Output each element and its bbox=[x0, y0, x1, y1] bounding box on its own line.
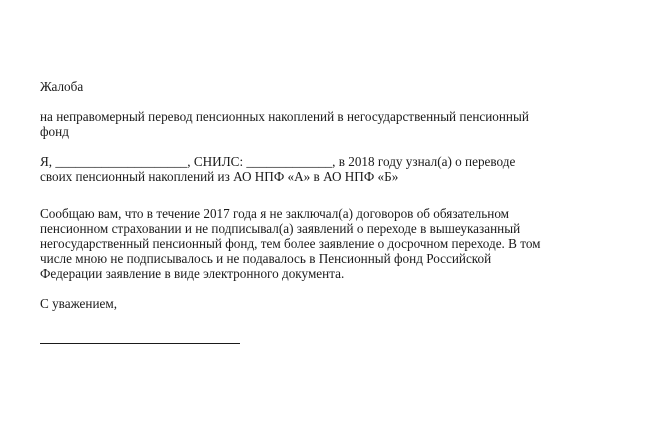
body-line-5: Федерации заявление в виде электронного документа. bbox=[40, 266, 345, 281]
signature-line bbox=[40, 343, 240, 344]
body-line-3: негосударственный пенсионный фонд, тем более заявление о досрочном переходе. В том bbox=[40, 236, 541, 251]
intro-line-1: Я, ____________________, СНИЛС: _____________, в 2018 году узнал(а) о переводе bbox=[40, 154, 516, 169]
intro-line-2: своих пенсионный накоплений из АО НПФ «А» в АО НПФ «Б» bbox=[40, 169, 399, 184]
subject-line-1: на неправомерный перевод пенсионных накоплений в негосударственный пенсионный bbox=[40, 109, 529, 124]
body-line-1: Сообщаю вам, что в течение 2017 года я не заключал(а) договоров об обязательном bbox=[40, 206, 510, 221]
document-title: Жалоба bbox=[40, 79, 84, 94]
body-line-2: пенсионном страховании и не подписывал(а) заявлений о переходе в вышеуказанный bbox=[40, 221, 521, 236]
body-line-4: числе мною не подписывалось и не подавалось в Пенсионный фонд Российской bbox=[40, 251, 492, 266]
closing-text: С уважением, bbox=[40, 296, 117, 311]
subject-line-2: фонд bbox=[40, 124, 69, 139]
